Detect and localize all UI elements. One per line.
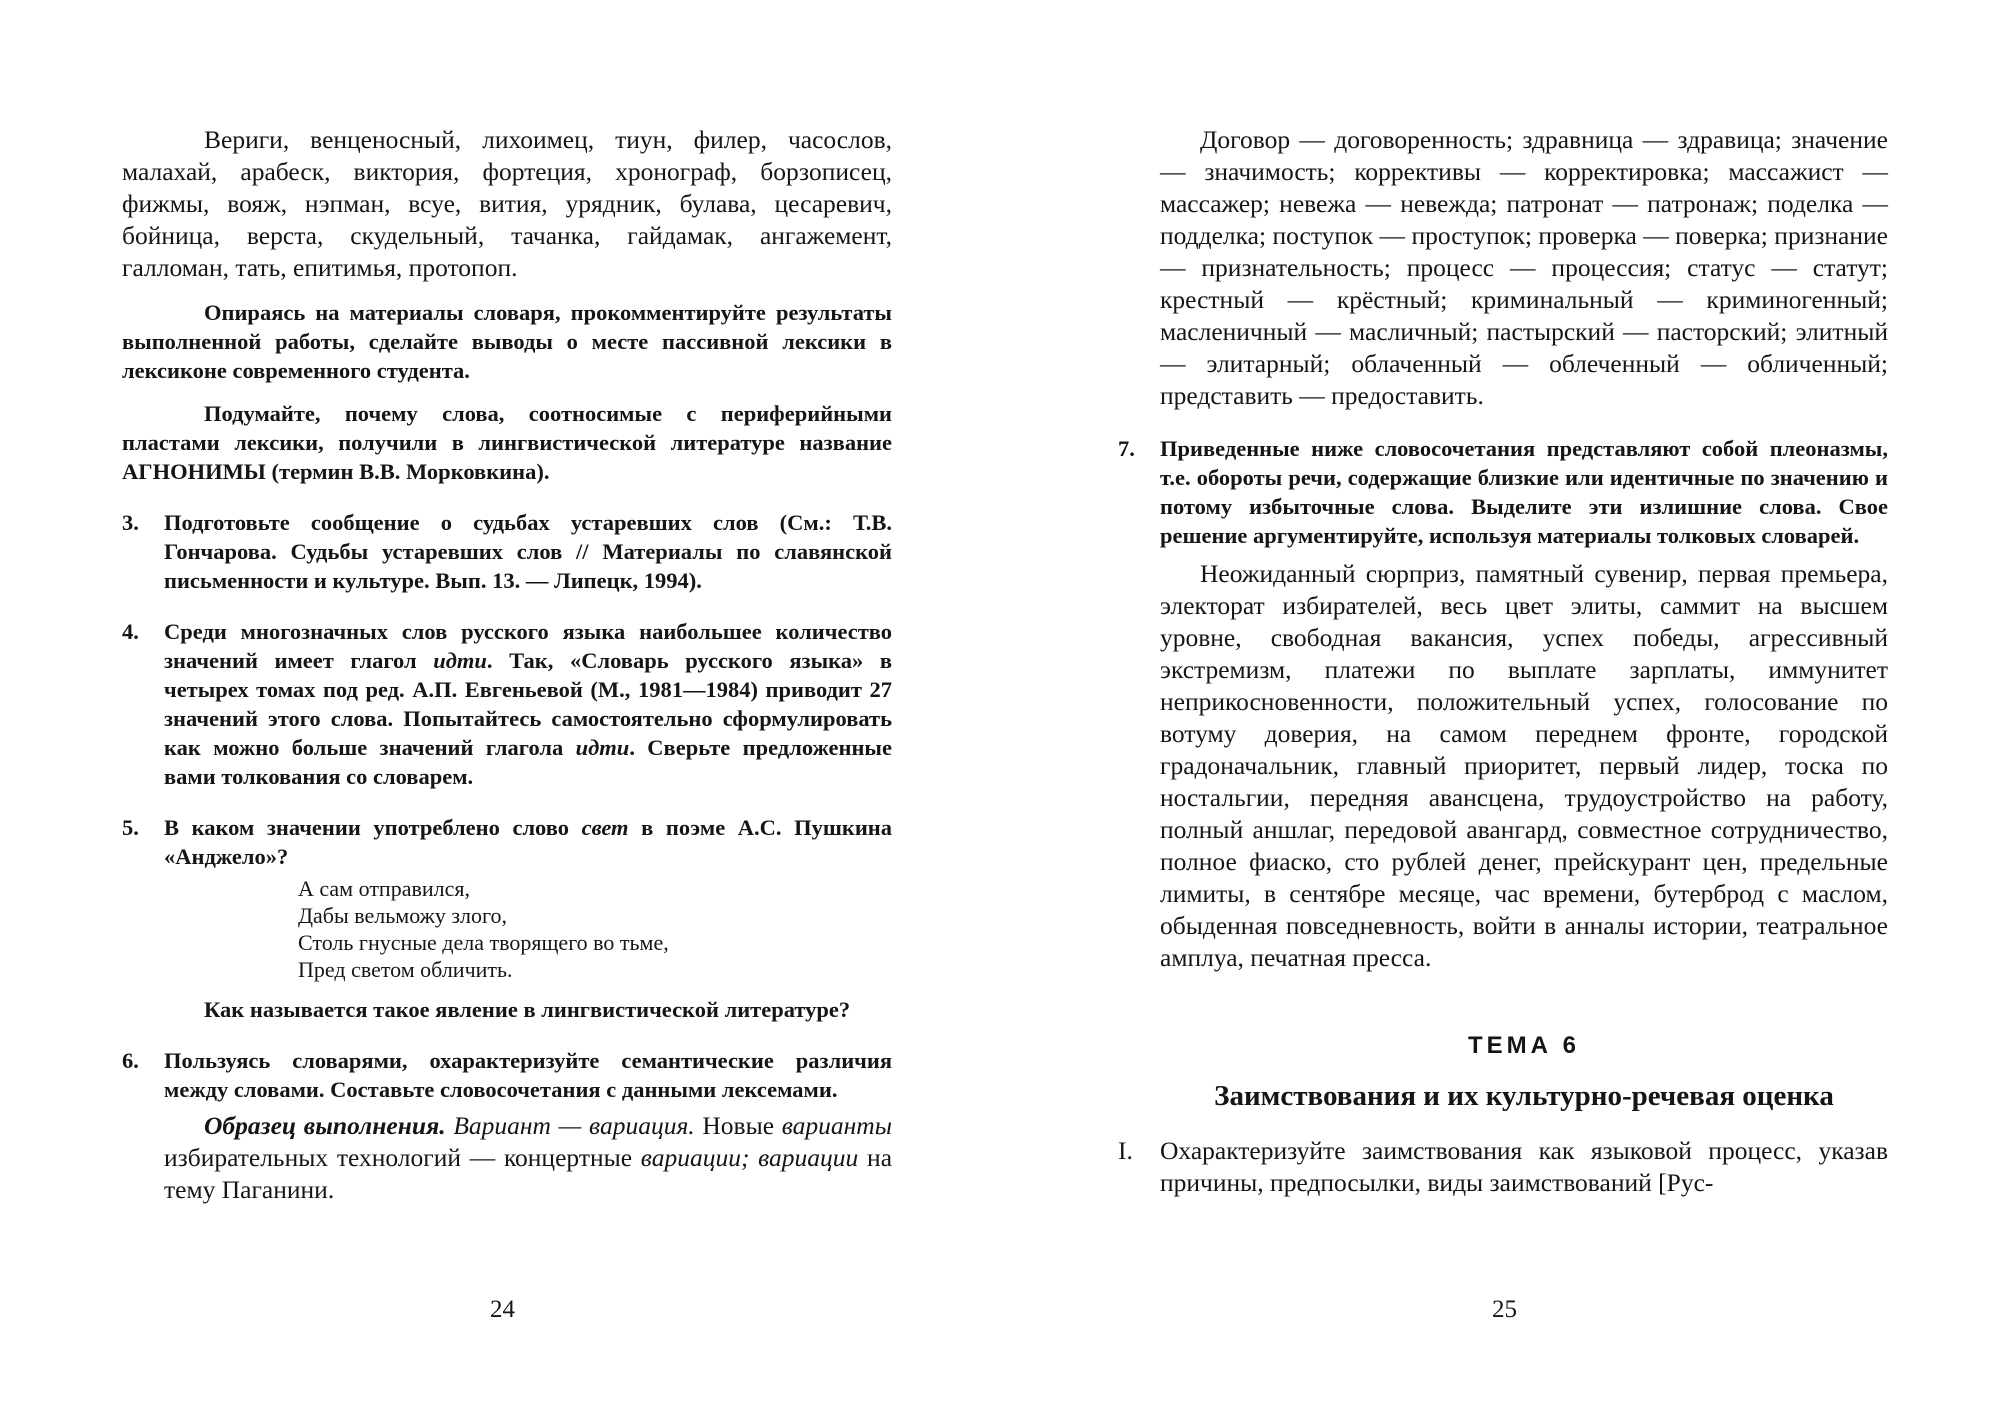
pleonasm-list: Неожиданный сюрприз, памятный сувенир, первая премьера, электорат избирателей, весь цвет элиты, саммит на высшем уровне, свободная вакансия, успех победы, агрессивный экстремизм, платежи по выплате зарплаты, иммунитет неприкосновенности, положительный успех, голосование по вотуму доверия, на самом переднем фронте, городской градоначальник, главный приоритет, первый лидер, тоска по ностальгии, передняя авансцена, трудоустройство на работу, полный аншлаг, передовой авангард, совместное сотрудничество, полное фиаско, сто рублей денег, прейскурант цен, предельные лимиты, в сентябре месяце, час времени, бутерброд с маслом, обыденная повседневность, войти в анналы истории, театральное амплуа, печатная пресса. <box>1160 559 1888 972</box>
emphasized-word: свет <box>581 815 629 840</box>
task-text-part: в поэме А.С. Пушкина «Анджело»? <box>164 815 893 869</box>
instruction-agnonyms: Подумайте, почему слова, соотносимые с периферийными пластами лексики, получили в лингвистической литературе название АГНОНИМЫ (термин В.В. Морковкина). <box>122 401 892 484</box>
task-7 <box>1118 434 1888 550</box>
poem-line: Столь гнусные дела творящего во тьме, <box>298 930 669 955</box>
sample-words: вариации; вариации <box>640 1143 859 1172</box>
task-number: 4. <box>122 619 139 644</box>
page-number-left: 24 <box>490 1296 515 1323</box>
theme-title: Заимствования и их культурно-речевая оценка <box>1214 1080 1834 1112</box>
task-3 <box>122 508 892 595</box>
word-pairs: Договор — договоренность; здравница — здравица; значение — значимость; коррективы — корректировка; массажист — массажер; невежа — невежда; патронат — патронаж; поделка — подделка; поступок — проступок; проверка — поверка; признание — признательность; процесс — процессия; статус — статут; крестный — крёстный; криминальный — криминогенный; масленичный — масличный; пастырский — пасторский; элитный — элитарный; облаченный — облеченный — обличенный; представить — предоставить. <box>1160 125 1888 410</box>
sample-text: Новые <box>694 1111 782 1140</box>
sample-text: избирательных технологий — концертные <box>164 1143 641 1172</box>
sample-solution <box>164 1110 892 1206</box>
task-number: 6. <box>122 1048 139 1073</box>
word-pairs-block <box>1118 124 1888 412</box>
sample-label: Образец выполнения. <box>204 1111 446 1140</box>
pleonasm-block <box>1118 558 1888 974</box>
task-text: Приведенные ниже словосочетания представляют собой плеоназмы, т.е. обороты речи, содержащие близкие или идентичные по значению и потому избыточные слова. Выделите эти излишние слова. Свое решение аргументируйте, используя материалы толковых словарей. <box>1160 436 1888 548</box>
task-text: Пользуясь словарями, охарактеризуйте семантические различия между словами. Составьте словосочетания с данными лексемами. <box>164 1048 892 1102</box>
theme-label: ТЕМА 6 <box>1467 1032 1580 1059</box>
task-5-question: Как называется такое явление в лингвистической литературе? <box>204 997 851 1022</box>
section-number: I. <box>1118 1136 1133 1165</box>
sample-words: Вариант — вариация. <box>453 1111 695 1140</box>
task-text-part: . Сверьте предложенные вами толкования со словарем. <box>164 735 892 789</box>
poem-line: А сам отправился, <box>298 876 470 901</box>
sample-block <box>122 1110 892 1206</box>
left-page <box>122 124 892 1206</box>
task-number: 7. <box>1118 436 1135 461</box>
task-text-part: Среди многозначных слов русского языка наибольшее количество значений имеет глагол <box>164 619 892 673</box>
emphasized-verb: идти <box>575 735 630 760</box>
task-5 <box>122 813 892 871</box>
task-text-part: В каком значении употреблено слово <box>164 815 582 840</box>
task-number: 5. <box>122 815 139 840</box>
task-number: 3. <box>122 510 139 535</box>
task-6 <box>122 1046 892 1104</box>
page-number-right: 25 <box>1492 1296 1517 1323</box>
instruction-comment: Опираясь на материалы словаря, прокомментируйте результаты выполненной работы, сделайте выводы о месте пассивной лексики в лексиконе современного студента. <box>122 300 892 383</box>
sample-text: на тему Паганини. <box>164 1143 893 1204</box>
archaic-word-list: Вериги, венценосный, лихоимец, тиун, филер, часослов, малахай, арабеск, виктория, фортеция, хронограф, борзописец, фижмы, вояж, нэпман, всуе, вития, урядник, булава, цесаревич, бойница, верста, скудельный, тачанка, гайдамак, ангажемент, галломан, тать, епитимья, протопоп. <box>122 125 892 282</box>
poem-excerpt <box>298 875 892 983</box>
task-5-question-block <box>122 995 892 1024</box>
task-text-part: . Так, «Словарь русского языка» в четырех томах под ред. А.П. Евгеньевой (М., 1981—1984) приводит 27 значений этого слова. Попытайтесь самостоятельно сформулировать как можно больше значений глагола <box>164 648 892 760</box>
section-text: Охарактеризуйте заимствования как языковой процесс, указав причины, предпосылки, виды заимствований [Рус- <box>1160 1136 1888 1197</box>
right-page <box>1118 124 1888 1199</box>
task-4 <box>122 617 892 791</box>
sample-words: варианты <box>781 1111 892 1140</box>
task-text: Подготовьте сообщение о судьбах устаревших слов (См.: Т.В. Гончарова. Судьбы устаревших слов // Материалы по славянской письменности и культуре. Вып. 13. — Липецк, 1994). <box>164 510 892 593</box>
poem-line: Пред светом обличить. <box>298 957 513 982</box>
poem-line: Дабы вельможу злого, <box>298 903 507 928</box>
section-1 <box>1118 1135 1888 1199</box>
emphasized-verb: идти <box>433 648 487 673</box>
